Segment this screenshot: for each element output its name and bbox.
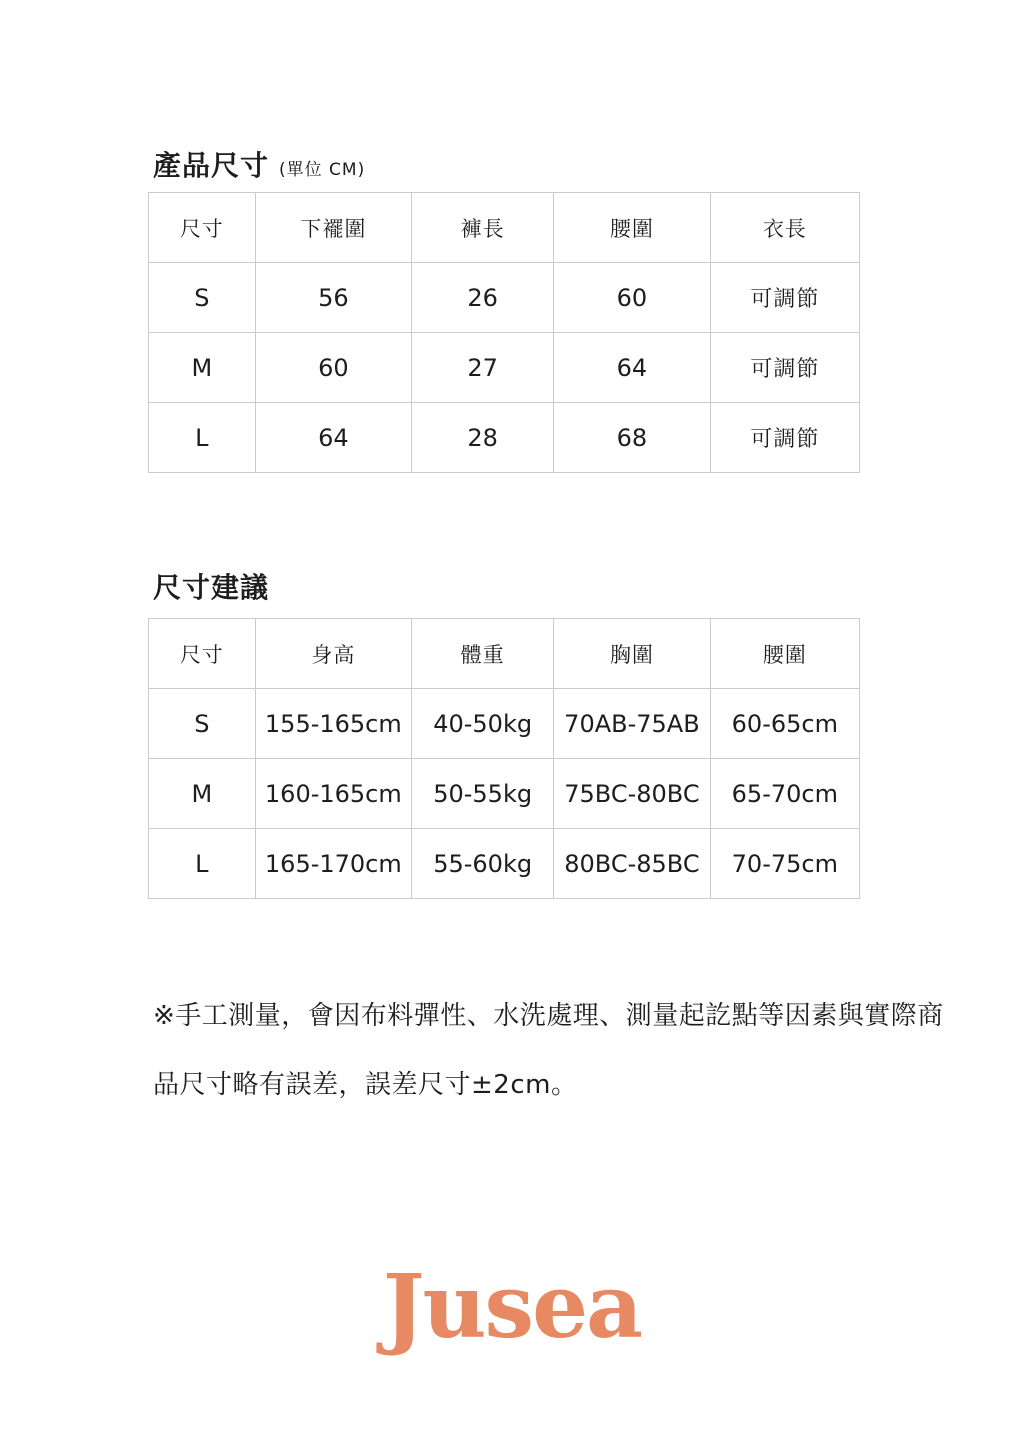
product-size-table — [148, 192, 860, 473]
bust-cell: 70AB-75AB — [554, 689, 710, 759]
garment-length-cell: 可調節 — [710, 403, 859, 473]
table-row — [149, 403, 860, 473]
height-cell: 165-170cm — [255, 829, 411, 899]
header-pants-length: 褲長 — [412, 193, 554, 263]
waist-cell: 70-75cm — [710, 829, 859, 899]
table-row — [149, 263, 860, 333]
table-row — [149, 689, 860, 759]
size-cell: M — [149, 759, 256, 829]
size-suggestion-title: 尺寸建議 — [153, 571, 270, 604]
table-row — [149, 333, 860, 403]
header-height: 身高 — [255, 619, 411, 689]
measurement-disclaimer — [153, 982, 944, 1120]
product-size-section-title — [153, 144, 365, 184]
garment-length-cell: 可調節 — [710, 263, 859, 333]
header-garment-length: 衣長 — [710, 193, 859, 263]
measurement-disclaimer-line-2: 品尺寸略有誤差，誤差尺寸±2cm。 — [153, 1070, 578, 1100]
table-row — [149, 759, 860, 829]
bust-cell: 75BC-80BC — [554, 759, 710, 829]
header-size: 尺寸 — [149, 193, 256, 263]
size-suggestion-table-header-row — [149, 619, 860, 689]
waist-cell: 65-70cm — [710, 759, 859, 829]
product-size-table-header-row — [149, 193, 860, 263]
hem-cell: 64 — [255, 403, 411, 473]
size-suggestion-section-title — [153, 566, 269, 606]
unit-cm-note: (單位 CM) — [279, 160, 366, 180]
product-size-title: 產品尺寸 — [153, 149, 270, 182]
table-row — [149, 829, 860, 899]
header-hem: 下襬圍 — [255, 193, 411, 263]
size-cell: L — [149, 403, 256, 473]
header-waist: 腰圍 — [554, 193, 710, 263]
size-cell: S — [149, 263, 256, 333]
pants-length-cell: 27 — [412, 333, 554, 403]
hem-cell: 60 — [255, 333, 411, 403]
waist-cell: 60 — [554, 263, 710, 333]
size-cell: M — [149, 333, 256, 403]
measurement-disclaimer-line-1: ※手工測量，會因布料彈性、水洗處理、測量起訖點等因素與實際商 — [153, 1001, 944, 1031]
pants-length-cell: 26 — [412, 263, 554, 333]
size-cell: L — [149, 829, 256, 899]
header-waist: 腰圍 — [710, 619, 859, 689]
size-suggestion-table — [148, 618, 860, 899]
weight-cell: 50-55kg — [412, 759, 554, 829]
waist-cell: 60-65cm — [710, 689, 859, 759]
weight-cell: 55-60kg — [412, 829, 554, 899]
size-cell: S — [149, 689, 256, 759]
pants-length-cell: 28 — [412, 403, 554, 473]
jusea-brand-logo: Jusea — [382, 1254, 642, 1358]
header-bust: 胸圍 — [554, 619, 710, 689]
garment-length-cell: 可調節 — [710, 333, 859, 403]
height-cell: 160-165cm — [255, 759, 411, 829]
waist-cell: 64 — [554, 333, 710, 403]
bust-cell: 80BC-85BC — [554, 829, 710, 899]
weight-cell: 40-50kg — [412, 689, 554, 759]
header-weight: 體重 — [412, 619, 554, 689]
height-cell: 155-165cm — [255, 689, 411, 759]
waist-cell: 68 — [554, 403, 710, 473]
header-size: 尺寸 — [149, 619, 256, 689]
hem-cell: 56 — [255, 263, 411, 333]
